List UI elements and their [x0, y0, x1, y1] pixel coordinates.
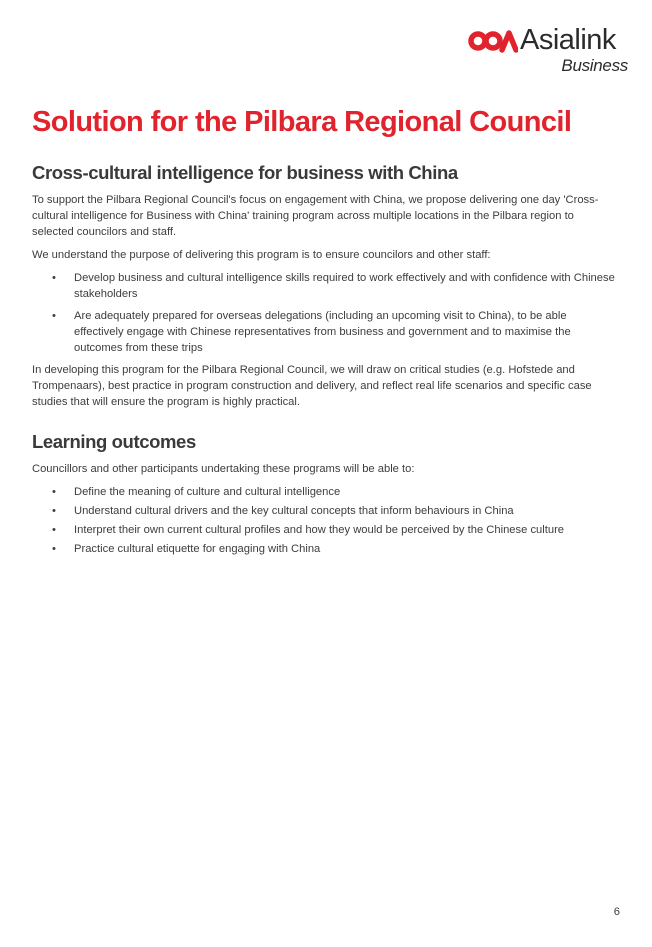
list-item	[32, 503, 618, 519]
list-item-text: Interpret their own current cultural profiles and how they would be perceived by the Chinese culture	[74, 524, 565, 536]
list-item-text: Develop business and cultural intelligence skills required to work effectively and with confidence with Chinese stakeholders	[74, 272, 615, 300]
list-item	[32, 541, 618, 557]
paragraph-approach: In developing this program for the Pilbara Regional Council, we will draw on critical studies (e.g. Hofstede and Trompenaars), best practice in program construction and delivery, and reflect real life scenarios and specific case studies that will ensure the program is highly practical.	[32, 364, 592, 408]
page-title: Solution for the Pilbara Regional Council	[32, 106, 572, 138]
bullet-glyph: •	[52, 310, 56, 322]
list-item	[32, 308, 618, 356]
list-item-text: Understand cultural drivers and the key cultural concepts that inform behaviours in China	[74, 505, 514, 517]
bullet-glyph: •	[52, 486, 56, 498]
bullet-glyph: •	[52, 543, 56, 555]
logo-subtitle: Business	[561, 56, 628, 75]
page-number: 6	[613, 906, 620, 918]
logo-name: Asialink	[520, 24, 616, 56]
bullet-glyph: •	[52, 505, 56, 517]
bullet-glyph: •	[52, 272, 56, 284]
list-item	[32, 484, 618, 500]
section-heading-cross-cultural: Cross-cultural intelligence for business with China	[32, 162, 458, 183]
list-item	[32, 522, 618, 538]
asialink-logo-mark-icon	[468, 28, 518, 54]
paragraph-outcomes-intro: Councillors and other participants undertaking these programs will be able to:	[32, 463, 415, 475]
outcomes-list	[32, 484, 618, 557]
section-heading-learning-outcomes: Learning outcomes	[32, 431, 196, 452]
list-item	[32, 270, 618, 302]
document-body	[32, 162, 618, 563]
list-item-text: Practice cultural etiquette for engaging with China	[74, 543, 321, 555]
paragraph-proposal: To support the Pilbara Regional Council's focus on engagement with China, we propose delivering one day 'Cross-cultural intelligence for Business with China' training program across multiple locations in the Pilbara region to selected councilors and staff.	[32, 194, 599, 238]
paragraph-purpose: We understand the purpose of delivering this program is to ensure councilors and other staff:	[32, 249, 491, 261]
bullet-glyph: •	[52, 524, 56, 536]
list-item-text: Are adequately prepared for overseas delegations (including an upcoming visit to China), to be able effectively engage with Chinese representatives from business and government and to maximise the outcomes from these trips	[74, 310, 571, 354]
list-item-text: Define the meaning of culture and cultural intelligence	[74, 486, 341, 498]
asialink-business-logo	[468, 26, 630, 78]
purpose-list	[32, 270, 618, 356]
